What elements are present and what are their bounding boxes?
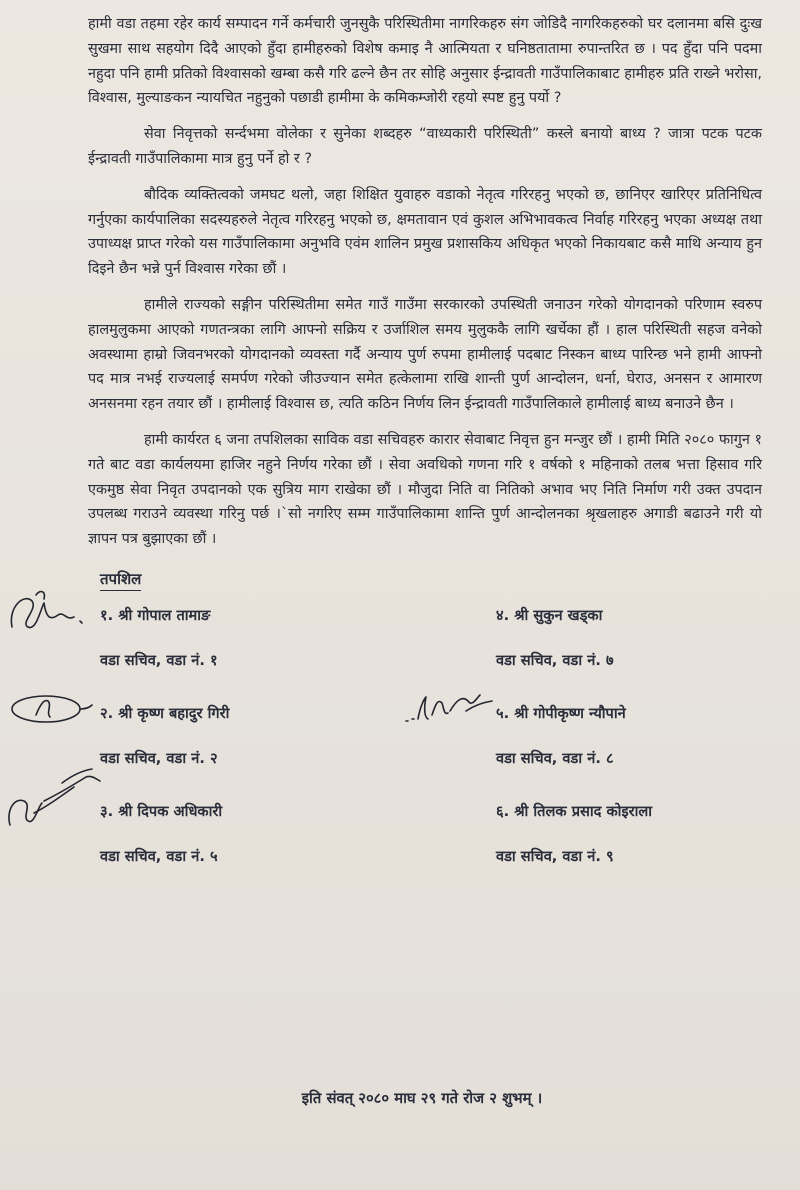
paragraph-3: बौदिक व्यक्तित्वको जमघट थलो, जहा शिक्षित युवाहरु वडाको नेतृत्व गरिरहनु भएको छ, छानिएर खारिएर प्रतिनिधित्व गर्नुएका कार्यपालिका सदस्यहरुले नेतृत्व गरिरहनु भएको छ, क्षमतावान एवं कुशल अभिभावकत्व निर्वाह गरिरहनु भएका अध्यक्ष तथा उपाध्यक्ष प्राप्त गरेको यस गाउँपालिकामा अनुभवि एवंम शालिन प्रमुख प्रशासकिय अधिकृत भएको निकायबाट कसै माथि अन्याय हुन दिइने छैन भन्ने पुर्न विश्वास गरेका छौं । xyxy=(88,186,762,278)
signature-3 xyxy=(4,767,104,835)
paragraph-1: हामी वडा तहमा रहेर कार्य सम्पादन गर्ने कर्मचारी जुनसुकै परिस्थितीमा नागरिकहरु संग जोडिदै नागरिकहरुको घर दलानमा बसि दुःख सुखमा साथ सहयोग दिदै आएको हुँदा हामीहरुको विशेष कमाइ नै आत्मियता र घनिष्ठतातामा रुपान्तरित छ । पद हुँदा पनि पदमा नहुदा पनि हामी प्रतिको विश्वासको खम्बा कसै गरि ढल्ने छैन तर सोहि अनुसार ईन्द्रावती गाउँपालिकाबाट हामीहरु प्रति राख्ने भरोसा, विश्वास, मुल्याङकन न्यायचित नहुनुको पछाडी हामीमा के कमिकम्जोरी रहयो स्पष्ट हुनु पर्यो ? xyxy=(88,16,762,107)
paragraph-4: हामीले राज्यको सङ्गीन परिस्थितीमा समेत गाउँ गाउँमा सरकारको उपस्थिती जनाउन गरेको योगदानको परिणाम स्वरुप हालमुलुकमा आएको गणतन्त्रका लागि आफ्नो सक्रिय र उर्जाशिल समय मुलुककै लागि खर्चेका हौं । हाल परिस्थिती सहज वनेको अवस्थामा हाम्रो जिवनभरको योगदानको व्यवस्ता गर्दै अन्याय पुर्ण रुपमा हामीलाई पदबाट निस्कन बाध्य पारिन्छ भने हामी आफ्नो पद मात्र नभई राज्यलाई समर्पण गरेको जीउज्यान समेत हत्केलामा राखि शान्ती पुर्ण आन्दोलन, धर्ना, घेराउ, अनसन र आमारण अनसनमा रहन तयार छौं । हामीलाई विश्वास छ, त्यति कठिन निर्णय लिन ईन्द्रावती गाउँपालिकाले हामीलाई बाध्य बनाउने छैन । xyxy=(88,296,762,413)
schedule-entry xyxy=(100,703,229,768)
entry-title: वडा सचिव, वडा नं. ८ xyxy=(496,749,614,767)
entry-title: वडा सचिव, वडा नं. ९ xyxy=(496,847,614,865)
schedule-entry xyxy=(100,801,222,866)
entry-name: २. श्री कृष्ण बहादुर गिरी xyxy=(100,704,230,722)
schedule-entry xyxy=(496,703,626,768)
paragraph-2: सेवा निवृत्तको सर्न्दभमा वोलेका र सुनेका शब्दहरु “वाध्यकारी परिस्थिती” कस्ले बनायो बाध्य ? जात्रा पटक पटक ईन्द्रावती गाउँपालिकामा मात्र हुनु पर्ने हो र ? xyxy=(88,126,762,167)
entry-name: ६. श्री तिलक प्रसाद कोइराला xyxy=(496,802,653,820)
schedule-list xyxy=(88,599,762,899)
entry-name: ५. श्री गोपीकृष्ण न्यौपाने xyxy=(496,704,626,722)
schedule-entry xyxy=(496,605,614,670)
entry-title: वडा सचिव, वडा नं. २ xyxy=(100,749,218,767)
schedule-entry xyxy=(496,801,652,866)
signature-1 xyxy=(6,587,96,637)
entry-name: १. श्री गोपाल तामाङ xyxy=(100,606,211,624)
schedule-heading: तपशिल xyxy=(100,568,141,591)
entry-title: वडा सचिव, वडा नं. १ xyxy=(100,651,218,669)
paragraph-5: हामी कार्यरत ६ जना तपशिलका साविक वडा सचिवहरु कारार सेवाबाट निवृत्त हुन मन्जुर छौं । हामी मिति २०८० फागुन १ गते बाट वडा कार्यलयमा हाजिर नहुने निर्णय गरेका छौं । सेवा अवधिको गणना गरि १ वर्षको १ महिनाको तलब भत्ता हिसाव गरि एकमुष्ठ सेवा निवृत उपदानको एक सुत्रिय माग राखेका छौं । मौजुदा निति वा नितिको अभाव भए निति निर्माण गरी उक्त उपदान उपलब्ध गराउने व्यवस्था गरिनु पर्छ ।`सो नगरिए सम्म गाउँपालिकामा शान्ति पुर्ण आन्दोलनका श्रृखलाहरु अगाडी बढाउने गरी यो ज्ञापन पत्र बुझाएका छौं । xyxy=(88,431,762,548)
schedule-entry xyxy=(100,605,218,670)
signature-5 xyxy=(400,689,496,731)
closing-date-line: इति संवत् २०८० माघ २९ गते रोज २ शुभम् । xyxy=(301,1090,543,1107)
entry-name: ४. श्री सुकुन खड्का xyxy=(496,606,603,624)
signature-2 xyxy=(6,691,94,727)
entry-title: वडा सचिव, वडा नं. ५ xyxy=(100,847,218,865)
entry-name: ३. श्री दिपक अधिकारी xyxy=(100,802,223,820)
entry-title: वडा सचिव, वडा नं. ७ xyxy=(496,651,614,669)
